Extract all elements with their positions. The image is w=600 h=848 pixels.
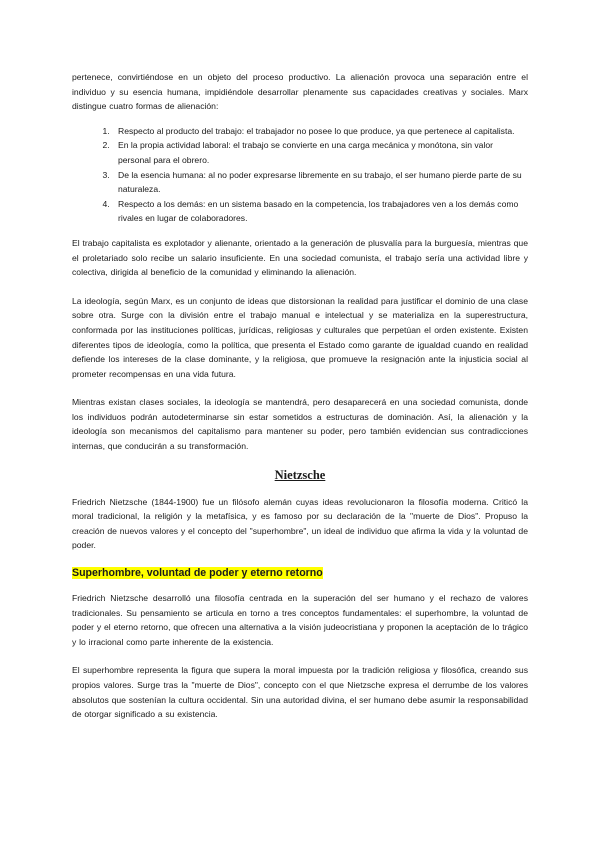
highlighted-heading-text: Superhombre, voluntad de poder y eterno retorno	[72, 567, 323, 580]
list-item: 1. Respecto al producto del trabajo: el trabajador no posee lo que produce, ya que pertenece al capitalista.	[112, 124, 528, 139]
paragraph-nietzsche-philosophy: Friedrich Nietzsche desarrolló una filosofía centrada en la superación del ser humano y el rechazo de valores tradicionales. Su pensamiento se articula en torno a tres conceptos fundamentales: el superhombre, la voluntad de poder y el eterno retorno, que ofrecen una alternativa a la visión judeocristiana y proponen la aceptación de lo trágico y lo irracional como parte inherente de la existencia.	[72, 593, 528, 647]
list-item: 3. De la esencia humana: al no poder expresarse libremente en su trabajo, el ser humano pierde parte de su naturaleza.	[112, 168, 528, 197]
subsection-heading	[72, 567, 528, 579]
paragraph-classes: Mientras existan clases sociales, la ideología se mantendrá, pero desaparecerá en una sociedad comunista, donde los individuos podrán autodeterminarse sin estar sometidos a estructuras de dominación. Así, la alienación y la ideología son mecanismos del capitalismo para mantener su poder, pero también evidencian sus contradicciones internas, que conducirán a su transformación.	[72, 397, 528, 452]
list-item: 2. En la propia actividad laboral: el trabajo se convierte en una carga mecánica y monótona, sin valor personal para el obrero.	[112, 138, 528, 167]
paragraph-capitalist-work: El trabajo capitalista es explotador y alienante, orientado a la generación de plusvalía para la burguesía, mientras que el proletariado solo recibe un salario insuficiente. En una sociedad comunista, el trabajo sería una actividad libre y colectiva, dirigida al beneficio de la comunidad y eliminando la alienación.	[72, 237, 528, 278]
alienation-list	[72, 124, 528, 226]
list-item: 4. Respecto a los demás: en un sistema basado en la competencia, los trabajadores ven a los demás como rivales en lugar de colaboradores.	[112, 197, 528, 226]
intro-paragraph: pertenece, convirtiéndose en un objeto del proceso productivo. La alienación provoca una separación entre el individuo y su esencia humana, impidiéndole desarrollar plenamente sus capacidades creativas y sociales. Marx distingue cuatro formas de alienación:	[72, 72, 528, 112]
paragraph-superhombre: El superhombre representa la figura que supera la moral impuesta por la tradición religiosa y filosófica, creando sus propios valores. Surge tras la "muerte de Dios", concepto con el que Nietzsche expresa el derrumbe de los valores absolutos que sostenían la cultura occidental. Sin una autoridad divina, el ser humano debe asumir la responsabilidad de otorgar significado a su existencia.	[72, 665, 528, 720]
paragraph-ideology: La ideología, según Marx, es un conjunto de ideas que distorsionan la realidad para justificar el dominio de una clase sobre otra. Surge con la división entre el trabajo manual e intelectual y se materializa en la superestructura, conformada por las instituciones políticas, jurídicas, religiosas y culturales que perpetúan el orden existente. Existen diferentes tipos de ideología, como la política, que presenta el Estado como garante de igualdad cuando en realidad defiende los intereses de la clase dominante, y la religiosa, que promueve la resignación ante la injusticia social al prometer recompensas en una vida futura.	[72, 295, 528, 379]
paragraph-nietzsche-intro: Friedrich Nietzsche (1844-1900) fue un filósofo alemán cuyas ideas revolucionaron la filosofía moderna. Criticó la moral tradicional, la religión y la metafísica, y es famoso por su declaración de la "muerte de Dios". Propuso la creación de nuevos valores y el concepto del "superhombre", un ideal de individuo que afirma la vida y la voluntad de poder.	[72, 496, 528, 551]
section-heading-nietzsche: Nietzsche	[274, 467, 326, 482]
